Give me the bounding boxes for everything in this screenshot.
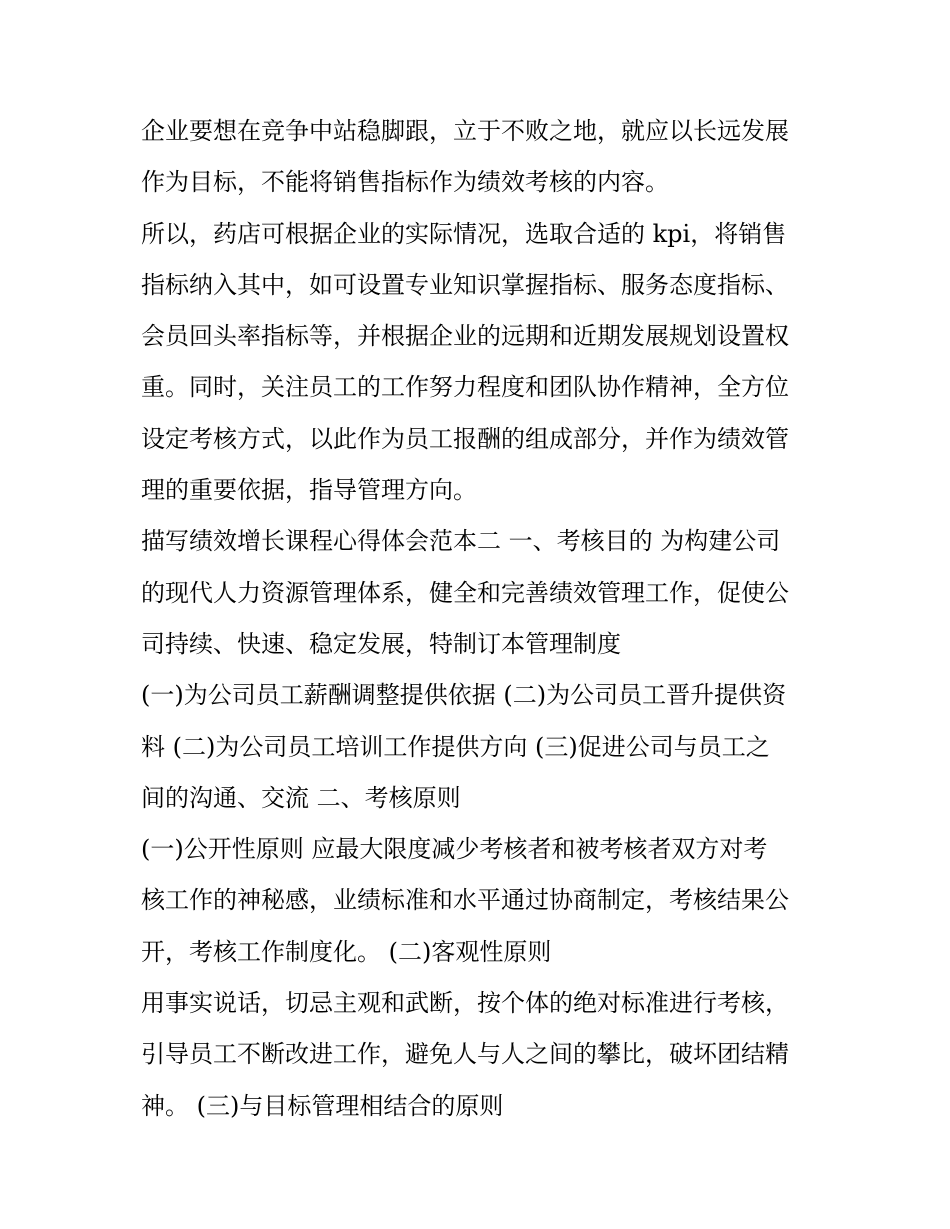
text-line: 重。同时，关注员工的工作努力程度和团队协作精神，全方位 <box>141 373 789 402</box>
text-line: 企业要想在竞争中站稳脚跟，立于不败之地，就应以长远发展 <box>141 117 789 145</box>
text-line: 神。 (三)与目标管理相结合的原则 <box>141 1091 504 1120</box>
text-line: 司持续、快速、稳定发展，特制订本管理制度 <box>141 629 621 658</box>
text-line: 的现代人力资源管理体系，健全和完善绩效管理工作，促使公 <box>141 578 789 607</box>
text-line: 核工作的神秘感，业绩标准和水平通过协商制定，考核结果公 <box>141 886 789 915</box>
text-line: 间的沟通、交流 二、考核原则 <box>141 783 461 812</box>
text-line: 指标纳入其中，如可设置专业知识掌握指标、服务态度指标、 <box>141 270 789 299</box>
text-line: 引导员工不断改进工作，避免人与人之间的攀比，破坏团结精 <box>141 1040 789 1069</box>
text-line: 所以，药店可根据企业的实际情况，选取合适的 kpi，将销售 <box>141 219 787 248</box>
text-line: 开，考核工作制度化。 (二)客观性原则 <box>141 937 552 966</box>
text-line: 会员回头率指标等，并根据企业的远期和近期发展规划设置权 <box>141 322 789 351</box>
text-line: 用事实说话，切忌主观和武断，按个体的绝对标准进行考核， <box>141 989 789 1018</box>
text-line: 作为目标，不能将销售指标作为绩效考核的内容。 <box>141 168 669 197</box>
text-line: (一)为公司员工薪酬调整提供依据 (二)为公司员工晋升提供资 <box>141 681 787 710</box>
document-body <box>141 106 821 1132</box>
text-line: 料 (二)为公司员工培训工作提供方向 (三)促进公司与员工之 <box>141 732 770 761</box>
text-line: 描写绩效增长课程心得体会范本二 一、考核目的 为构建公司 <box>141 527 781 556</box>
text-line: 理的重要依据，指导管理方向。 <box>141 476 477 505</box>
text-line: 设定考核方式，以此作为员工报酬的组成部分，并作为绩效管 <box>141 424 789 453</box>
text-line: (一)公开性原则 应最大限度减少考核者和被考核者双方对考 <box>141 835 768 864</box>
